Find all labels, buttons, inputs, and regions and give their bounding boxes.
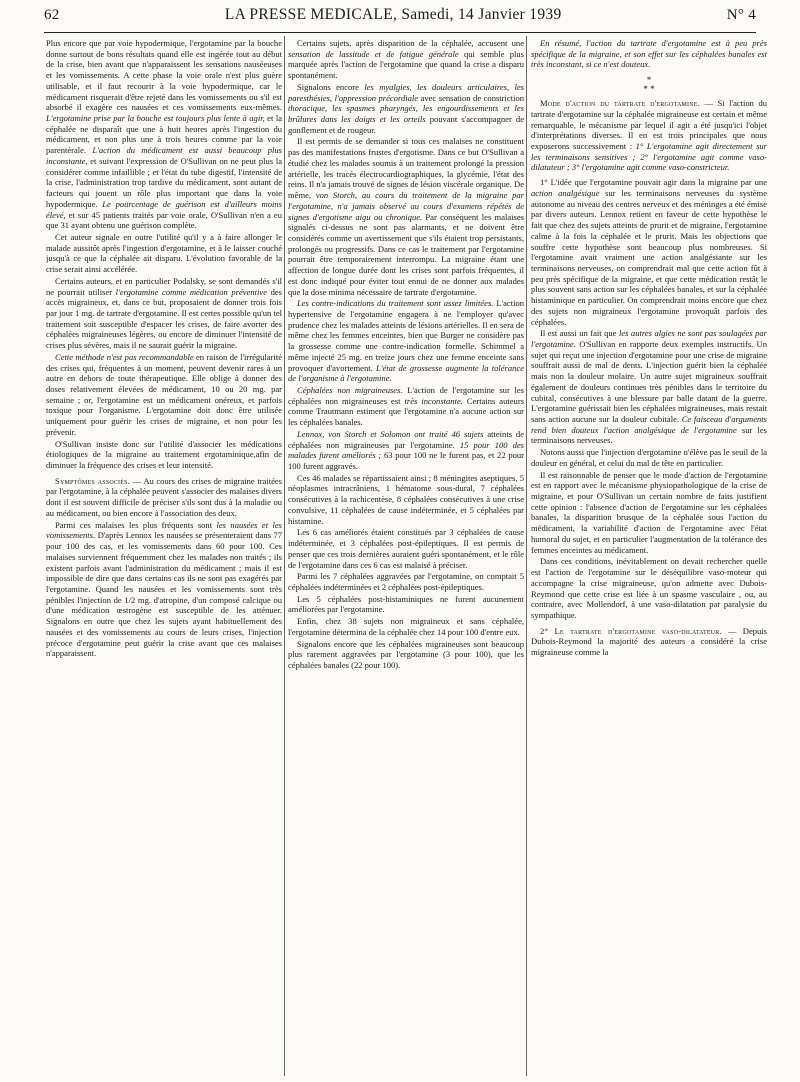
emphasis: En résumé, l'action du tartrate d'ergotamine est à peu près spécifique de la migraine, et son effet sur les céphalées banales est très inconstant, si ce n'est douteux. [531, 38, 767, 70]
emphasis: les myalgies, les douleurs articulaires, les paresthésies, l'oppression précordiale [288, 81, 524, 103]
paragraph [531, 177, 767, 327]
paragraph [46, 38, 282, 231]
emphasis: action analgésique [531, 187, 600, 198]
section-separator: * * * [643, 75, 655, 95]
paragraph: Ces 46 malades se répartissaient ainsi ; 8 méningites aseptiques, 5 néoplasmes intracrâniens, 1 hématome sous-dural, 7 céphalées consécutives à la rachicentèse, 8 céphalées consécutives à une crise convulsive, 11 céphalées de cause indéterminée, et 5 céphalées par histamine. [288, 472, 524, 526]
text-run: 1° L'idée que l'ergotamine pouvait agir dans la migraine par une [540, 177, 767, 188]
text-run: — Si l'action du tartrate d'ergotamine sur la céphalée migraineuse est certain et même remarquable, le mécanisme par lequel il agit a été jusqu'ici l'objet d'interprétations diverses. Il en est trois principales que nous exposerons successivement : [531, 98, 767, 152]
text-run: qui semble plus marquée après l'action de l'ergotamine que quand la crise a disparu spontanément. [288, 48, 524, 81]
text-run: et la céphalée ne disparaît que une à huit heures après l'ingestion du médicament, et non plus une à trois heures comme par la voie parentérale. [46, 113, 282, 156]
text-run: et sur 45 patients traités par voie orale, O'Sullivan n'en a eu que 31 ayant obtenu une guérison complète. [46, 209, 282, 231]
emphasis: les nausées et les vomissements. [46, 519, 282, 541]
paragraph: Les 5 céphalées post-histaminiques ne furent aucunement améliorées par l'ergotamine. [288, 593, 524, 615]
section-heading: Symptômes associés. [55, 475, 130, 486]
paragraph: Notons aussi que l'injection d'ergotamine n'élève pas le seuil de la douleur en général, et celui du mal de tête en particulier. [531, 447, 767, 468]
paragraph [46, 352, 282, 438]
paragraph [531, 38, 767, 70]
text-run: Il est permis de se demander si tous ces malaises ne constituent pas des manifestations frustes d'ergotisme. Dans ce but O'Sullivan a étudié chez les malades soumis à un traitement prolongé la pression artérielle, les tracés électrocardiographiques, la glycémie, l'état des reins. Il n'a jamais trouvé de signes de lésion viscérale organique. De même, [288, 136, 524, 201]
text-run: des accès migraineux, et, dans ce but, proposaient de donner trois fois par jour 1 mg. de tartrate d'ergotamine. Il est certes possible qu'un tel traitement soit susceptible d'espacer les crises, de faire avorter des céphalées migraineuses légères, ou encore de diminuer l'intensité de crises plus sévères, mais il ne saurait guérir la migraine. [46, 286, 282, 351]
text-run: Certains auteurs, et en particulier Podalsky, se sont demandés s'il ne pourrait utiliser [46, 275, 282, 297]
paragraph [531, 626, 767, 658]
paragraph [531, 98, 767, 173]
text-run: Par conséquent les malaises signalés ci-dessus ne sont pas alarmants, et ne doivent être considérés comme un avertissement que s'ils étaient trop persistants, prolongés ou progressifs. Dans ce cas le traitement par l'ergotamine pourrait être temporairement interrompu. La migraine étant une affection de longue durée dont les crises sont parfois fréquentes, il est donc indiqué pour éviter tout ennui de ne donner aux malades que la dose minima nécessaire de tartrate d'ergotamine. [288, 211, 524, 297]
section-heading: Mode d'action du tartrate d'ergotamine. [540, 98, 700, 109]
paragraph [288, 429, 524, 472]
emphasis: Céphalées non migraineuses. [297, 385, 403, 395]
issue-number: N° 4 [726, 7, 756, 23]
text-run: sur les terminaisons nerveuses du système autonome au niveau des centres nerveux et des méninges a été émise par divers auteurs. Lennox retient en faveur de cette hypothèse le fait que chez des sujets atteints de prurit et de migraine, l'ergotamine calme à la fois la céphalée et le prurit. Mais les objections que souffre cette hypothèse sont beaucoup plus nombreuses. Si l'ergotamine avait vraiment une action analgésiante sur les terminaisons nerveuses, on comprendrait mal que cette action fût à peu près spécifique de la migraine, et que cette médication restât le plus souvent sans action sur les céphalées banales, et sur la céphalée histaminique en particulier. On comprendrait moins encore que chez des sujets non migraineux l'ergotamine provoquât parfois des céphalées. [531, 187, 767, 327]
text-run: avec sensation de constriction [418, 92, 524, 103]
paragraph [288, 38, 524, 81]
text-run: 63 pour 100 ne le furent pas, et 22 pour 100 furent aggravés. [288, 450, 524, 472]
paragraph [46, 520, 282, 659]
journal-title: LA PRESSE MEDICALE, Samedi, 14 Janvier 1939 [224, 6, 562, 23]
header-rule [44, 32, 756, 33]
column-left [46, 38, 282, 1074]
emphasis: L'ergotamine prise par la bouche est toujours plus lente à agir, [46, 113, 265, 124]
text-run: Certains auteurs comme Trautmann estiment que l'ergotamine n'a aucune action sur les céphalées banales. [288, 395, 524, 428]
text-run: en raison de l'irrégularité des crises qui, fréquentes à un moment, peuvent devenir rares à un autre en dehors de toute thérapeutique. Elle oblige à donner des doses relativement élevées de médicament, 10 ou 20 mg. par semaine ; or, l'ergotamine est un médicament onéreux, et parfois toxique pour l'organisme. L'ergotamine doit donc être utilisée uniquement pour guérir les crises de migraine, et non pour les prévenir. [46, 351, 282, 437]
running-header [44, 6, 756, 30]
paragraph: Il est raisonnable de penser que le mode d'action de l'ergotamine est en rapport avec le mécanisme physiopathologique de la crise de migraine, et pour O'Sullivan un certain nombre de faits justifient cette opinion : l'absence d'action de l'ergotamine sur les céphalées banales, la disparition brusque de la céphalée sous l'action du médicament, la variabilité d'action de l'ergotamine avec l'état humoral du sujet, et en particulier l'augmentation de la tolérance des femmes enceintes au médicament. [531, 469, 767, 555]
emphasis: sensation de lassitude et de fatigue générale [288, 48, 459, 59]
text-run: Plus encore que par voie hypodermique, l'ergotamine par la bouche donne surtout de bons résultats quand elle est ingérée tout au début de la crise, bien avant que n'apparaissent les sensations nauséeuses et les vomissements. A cette phase la voie orale n'est plus guère utilisable, et il faut recourir à la voie hypodermique, car le médicament risquerait d'être rejeté dans les vomissements ou s'il est absorbé il exagère ces nausées et ces vomissements eux-mêmes. [46, 38, 282, 113]
emphasis: L'état de grossesse augmente la tolérance de l'organisme à l'ergotamine. [288, 362, 524, 384]
text-run: atteints de céphalées non migraineuses par l'ergotamine. [288, 428, 524, 450]
text-run: D'après Lennox les nausées se présenteraient dans 77 pour 100 des cas, et les vomissements dans 60 pour 100. Ces malaises surviennent fréquemment chez les malades non traités ; ils existent parfois avant l'administration du médicament ; mais il est impossible de dire que dans certains cas ils ne sont pas exagérés par l'ergotamine. Quand les nausées et les vomissements sont très pénibles l'injection de 1/2 mg. d'atropine, d'un composé calcique ou d'une médication œstrogène est susceptible de les atténuer. Signalons en outre que chez les sujets ayant habituellement des nausées et des vomissements au cours de leurs crises, l'injection précoce d'ergotamine peut guérir la crise avant que ces malaises n'apparaissent. [46, 530, 282, 659]
emphasis: L'action du médicament est aussi beaucoup plus inconstante, [46, 145, 282, 166]
text-run: Il est aussi un fait que [540, 328, 619, 339]
paragraph [288, 385, 524, 428]
paragraph [531, 328, 767, 446]
column-middle [288, 38, 524, 1074]
text-run: L'action de l'ergotamine sur les céphalées non migraineuses est [288, 385, 524, 406]
paragraph [288, 298, 524, 384]
emphasis: Le pourcentage de guérison est d'ailleurs moins élevé, [46, 198, 282, 220]
emphasis: von Storch, au cours du traitement de la migraine par l'ergotamine, n'a jamais observé au cours d'examens répétés de signes d'ergotisme aigu ou chronique. [288, 190, 524, 222]
text-run: O'Sullivan en rapporte deux exemples instructifs. Un sujet qui reçut une injection d'ergotamine pour une crise de migraine souffrait aussi de mal de dents. L'injection guérit bien la céphalée mais non la douleur molaire. Un autre sujet migraineux souffrait également de douleurs continues très pénibles dans le territoire du cubital, consécutives à une blessure par balle datant de la guerre. L'ergotamine guérissait bien les céphalées migraineuses, mais restait sans action aucune sur la douleur cubitale. [531, 338, 767, 424]
paragraph [288, 136, 524, 297]
column-right [531, 38, 767, 1074]
text-run: — Depuis Dubois-Reymond la majorité des auteurs a considéré la crise migraineuse comme la [531, 625, 767, 658]
section-heading: 2° Le tartrate d'ergotamine vaso-dilatateur. [540, 625, 722, 636]
text-run: Parmi ces malaises les plus fréquents sont [55, 519, 217, 530]
emphasis: Cette méthode n'est pas recommandable [55, 351, 194, 362]
paragraph [288, 82, 524, 136]
page-number: 62 [44, 7, 60, 23]
paragraph [46, 276, 282, 351]
emphasis: thoracique, les spasmes pharyngés, les engourdissements et les brûlures dans les doigts et les orteils [288, 103, 524, 125]
paragraph: Dans ces conditions, inévitablement on devait rechercher quelle est l'action de l'ergotamine sur le déséquilibre vaso-moteur qui accompagne la crise migraineuse, qu'on admette avec Dubois-Reymond que cette crise est liée à un spasme vasculaire , ou, au contraire, avec Mollendorf, à une vaso-dilatation par paralysie du sympathique. [531, 556, 767, 620]
text-run: — Au cours des crises de migraine traitées par l'ergotamine, à la céphalée peuvent s'associer des malaises divers dont il est souvent difficile de préciser s'ils sont dus à la maladie ou au médicament, ou bien encore à l'association des deux. [46, 475, 282, 518]
text-run: et suivant l'expression de O'Sullivan on ne peut plus la considérer comme infaillible ; et l'état du tube digestif, l'intensité de la crise, l'administration trop tardive du médicament, sont autant de facteurs qui jouent un rôle plus important que dans la voie hypodermique. [46, 155, 282, 209]
emphasis: Les contre-indications du traitement sont assez limitées. [297, 298, 494, 309]
paragraph: Parmi les 7 céphalées aggravées par l'ergotamine, on comptait 5 céphalées indéterminées et 2 céphalées post-épileptiques. [288, 571, 524, 592]
text-run: pouvant s'accompagner de gonflement et de rougeur. [288, 114, 524, 135]
emphasis: Lennox, von Storch et Solomon ont traité 46 sujets [297, 428, 484, 439]
column-divider [526, 36, 527, 1076]
paragraph: Cet auteur signale en outre l'utilité qu'il y a à faire allonger le malade aussitôt après l'ingestion d'ergotamine, et à le laisser couché jusqu'à ce que la céphalée ait disparu. L'évolution favorable de la crise serait ainsi accélérée. [46, 231, 282, 275]
paragraph [46, 476, 282, 519]
text-run: Signalons encore [297, 81, 365, 92]
emphasis: les autres algies ne sont pas soulagées par l'ergotamine. [531, 328, 767, 349]
emphasis: très inconstante. [404, 395, 463, 406]
paragraph: Enfin, chez 38 sujets non migraineux et sans céphalée, l'ergotamine détermina de la céphalée chez 14 pour 100 d'entre eux. [288, 616, 524, 637]
text-run: sur les terminaisons nerveuses. [531, 424, 767, 446]
paragraph: Les 6 cas améliorés étaient constitués par 3 céphalées de cause indéterminée, et 3 céphalées post-épileptiques. Il est permis de penser que ces trois dernières auraient guéri spontanément, et le rôle de l'ergotamine dans ces 6 cas est malaisé à préciser. [288, 527, 524, 570]
emphasis: l'ergotamine comme médication préventive [115, 286, 268, 297]
text-run: L'action hypertensive de l'ergotamine engagera à ne l'employer qu'avec prudence chez les malades atteints de lésions artérielles. Il en sera de même chez les femmes enceintes, bien que Burger ne considère pas la grossesse comme une contre-indication formelle. Schimmel a même injecté 25 mg. en treize jours chez une femme enceinte sans provoquer d'avortement. [288, 298, 524, 373]
paragraph: O'Sullivan insiste donc sur l'utilité d'associer les médications étiologiques de la migraine au traitement ergotaminique,afin de diminuer la fréquence des crises et leur intensité. [46, 438, 282, 471]
paragraph: Signalons encore que les céphalées migraineuses sont beaucoup plus rarement aggravées par l'ergotamine (3 pour 100), que les céphalées banales (22 pour 100). [288, 638, 524, 670]
emphasis: Ce faisceau d'arguments rend bien douteux l'action analgésique de l'ergotamine [531, 414, 767, 435]
column-divider [284, 36, 285, 1076]
emphasis: 1° L'ergotamine agit directement sur les terminaisons sensitives ; 2° l'ergotamine agit comme vaso-dilatateur ; 3° l'ergotamine agit comme vaso-constricteur. [531, 141, 767, 173]
text-run: Certains sujets, après disparition de la céphalée, accusent une [297, 38, 524, 48]
emphasis: 15 pour 100 des malades furent améliorés ; [288, 439, 524, 461]
